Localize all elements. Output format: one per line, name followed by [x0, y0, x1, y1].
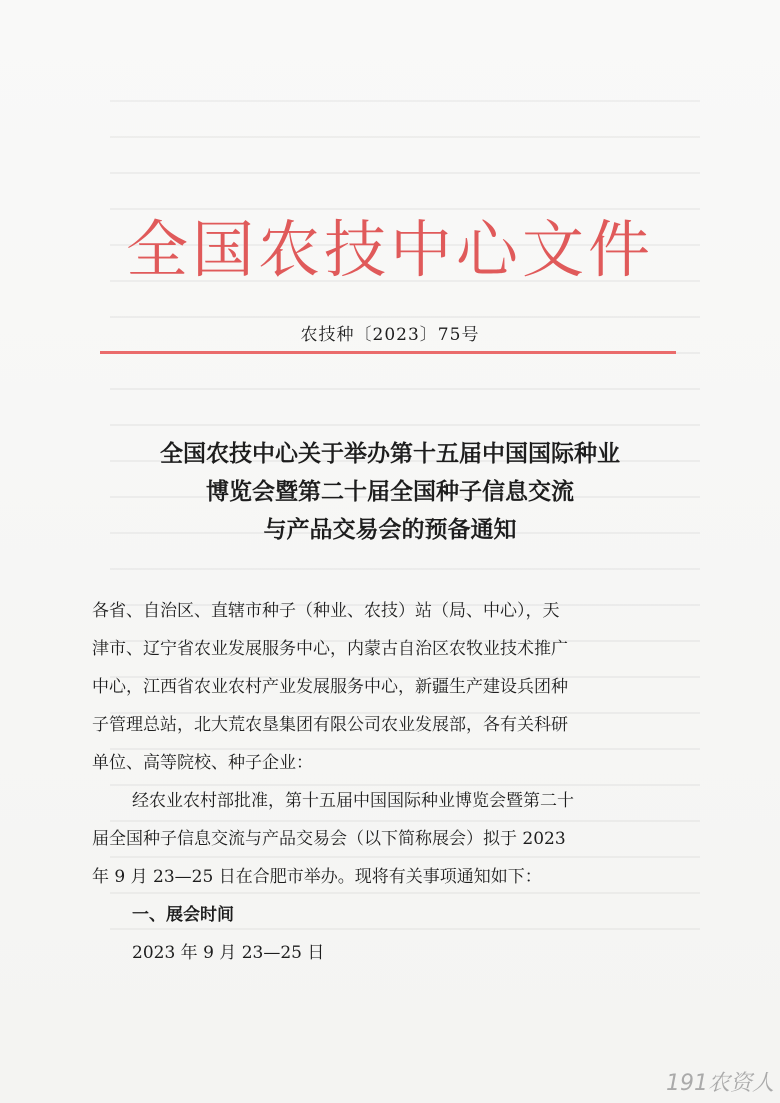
recipients-paragraph [92, 592, 696, 782]
section-content: 2023 年 9 月 23—25 日 [132, 943, 325, 963]
notice-title-line: 全国农技中心关于举办第十五届中国国际种业 [160, 440, 620, 467]
recipients-line: 单位、高等院校、种子企业： [92, 753, 313, 773]
recipients-line: 子管理总站，北大荒农垦集团有限公司农业发展部，各有关科研 [92, 715, 568, 735]
intro-line: 届全国种子信息交流与产品交易会（以下简称展会）拟于 2023 [92, 829, 566, 849]
intro-paragraph [92, 782, 696, 896]
document-header-title: 全国农技中心文件 [125, 213, 654, 286]
document-body [92, 592, 696, 972]
notice-title-line: 博览会暨第二十届全国种子信息交流 [206, 478, 574, 505]
intro-line: 年 9 月 23—25 日在合肥市举办。现将有关事项通知如下： [92, 867, 542, 887]
intro-line: 经农业农村部批准，第十五届中国国际种业博览会暨第二十 [132, 791, 574, 811]
red-divider-line [100, 351, 676, 354]
section-1 [92, 896, 696, 972]
section-heading: 一、展会时间 [132, 905, 234, 925]
recipients-line: 各省、自治区、直辖市种子（种业、农技）站（局、中心），天 [92, 601, 560, 621]
notice-title [70, 435, 710, 549]
watermark-logo: 191农资人 [666, 1071, 774, 1096]
recipients-line: 津市、辽宁省农业发展服务中心，内蒙古自治区农牧业技术推广 [92, 639, 568, 659]
recipients-line: 中心，江西省农业农村产业发展服务中心，新疆生产建设兵团种 [92, 677, 568, 697]
document-number: 农技种〔2023〕75号 [300, 325, 480, 345]
notice-title-line: 与产品交易会的预备通知 [263, 516, 517, 543]
